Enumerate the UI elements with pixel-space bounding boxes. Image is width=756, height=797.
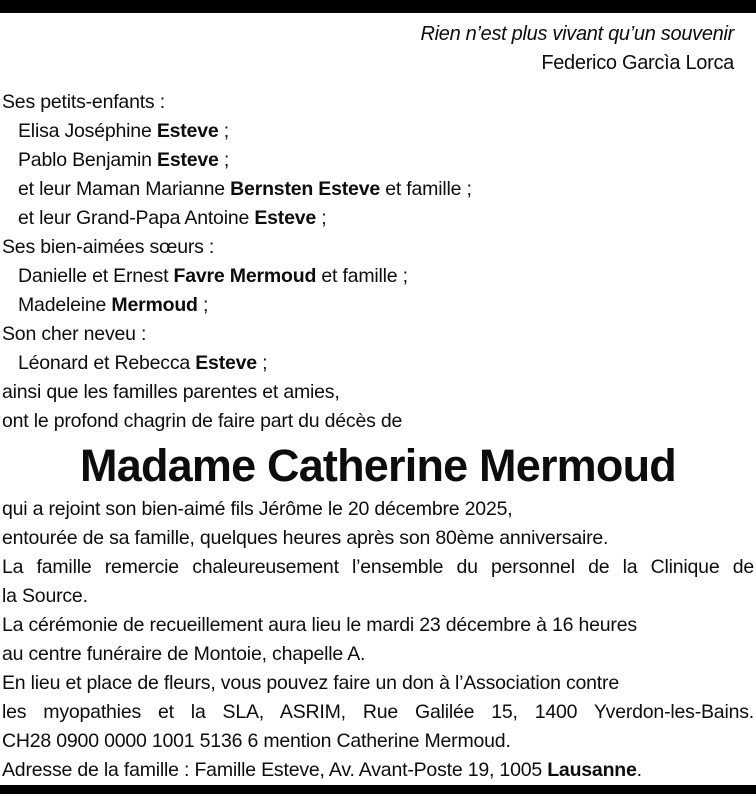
line-text: La famille remercie chaleureusement l’ensemble du personnel de la Clinique de [2, 556, 754, 578]
family-name-bold: Esteve [195, 352, 257, 374]
line-text: ; [218, 120, 229, 142]
line-text: et famille ; [380, 178, 472, 200]
line-text: les myopathies et la SLA, ASRIM, Rue Galilée 15, 1400 Yverdon-les-Bains. [2, 701, 754, 723]
notice-line [2, 349, 754, 378]
family-name-bold: Esteve [254, 207, 317, 229]
family-name-bold: Lausanne [547, 759, 637, 781]
line-text: Ses petits-enfants : [2, 91, 165, 113]
notice-line [2, 175, 754, 204]
notice-line [2, 669, 754, 698]
notice-line [2, 117, 754, 146]
line-text: au centre funéraire de Montoie, chapelle A. [2, 643, 366, 665]
notice-line [2, 88, 754, 117]
line-text: et famille ; [316, 265, 408, 287]
line-text: ainsi que les familles parentes et amies, [2, 381, 340, 403]
top-rule [0, 0, 756, 13]
line-text: Adresse de la famille : Famille Esteve, Av. Avant-Poste 19, 1005 [2, 759, 548, 781]
line-text: Léonard et Rebecca [18, 352, 196, 374]
line-text: ; [218, 149, 230, 171]
notice-line [2, 698, 754, 727]
line-text: la Source. [2, 585, 88, 607]
bottom-rule [0, 785, 756, 794]
notice-line [2, 582, 754, 611]
line-text: La cérémonie de recueillement aura lieu le mardi 23 décembre à 16 heures [2, 614, 637, 636]
line-text: ont le profond chagrin de faire part du décès de [2, 410, 403, 432]
epigraph-quote: Rien n’est plus vivant qu’un souvenir [420, 23, 734, 45]
line-text: . [636, 759, 642, 781]
line-text: ; [256, 352, 268, 374]
line-text: qui a rejoint son bien-aimé fils Jérôme le 20 décembre 2025, [2, 498, 513, 520]
notice-line [2, 204, 754, 233]
notice-line [2, 495, 754, 524]
epigraph-author: Federico Garcìa Lorca [541, 52, 734, 74]
family-name-bold: Esteve [157, 149, 219, 171]
line-text: En lieu et place de fleurs, vous pouvez faire un don à l’Association contre [2, 672, 619, 694]
notice-line [2, 262, 754, 291]
line-text: Elisa Joséphine [18, 120, 157, 142]
line-text: ; [316, 207, 327, 229]
notice-line [2, 291, 754, 320]
notice-line [2, 640, 754, 669]
notice-line [2, 233, 754, 262]
notice-line [2, 407, 754, 436]
line-text: et leur Grand-Papa Antoine [18, 207, 255, 229]
family-name-bold: Mermoud [111, 294, 198, 316]
family-announcement-lines [0, 78, 756, 436]
line-text: entourée de sa famille, quelques heures après son 80ème anniversaire. [2, 527, 609, 549]
line-text: et leur Maman Marianne [18, 178, 231, 200]
family-name-bold: Esteve [156, 120, 219, 142]
notice-line [2, 320, 754, 349]
line-text: Son cher neveu : [2, 323, 147, 345]
line-text: Madeleine [18, 294, 112, 316]
line-text: Ses bien-aimées sœurs : [2, 236, 215, 258]
family-name-bold: Favre Mermoud [173, 265, 317, 287]
notice-line [2, 524, 754, 553]
notice-line [2, 756, 754, 785]
notice-line [2, 146, 754, 175]
notice-detail-lines [0, 495, 756, 785]
line-text: ; [197, 294, 209, 316]
line-text: Pablo Benjamin [18, 149, 158, 171]
deceased-name-title: Madame Catherine Mermoud [80, 440, 676, 491]
notice-line [2, 611, 754, 640]
notice-line [2, 727, 754, 756]
notice-line [2, 553, 754, 582]
notice-line [2, 378, 754, 407]
line-text: CH28 0900 0000 1001 5136 6 mention Catherine Mermoud. [2, 730, 511, 752]
line-text: Danielle et Ernest [18, 265, 174, 287]
epigraph [0, 13, 756, 78]
family-name-bold: Bernsten Esteve [230, 178, 380, 200]
